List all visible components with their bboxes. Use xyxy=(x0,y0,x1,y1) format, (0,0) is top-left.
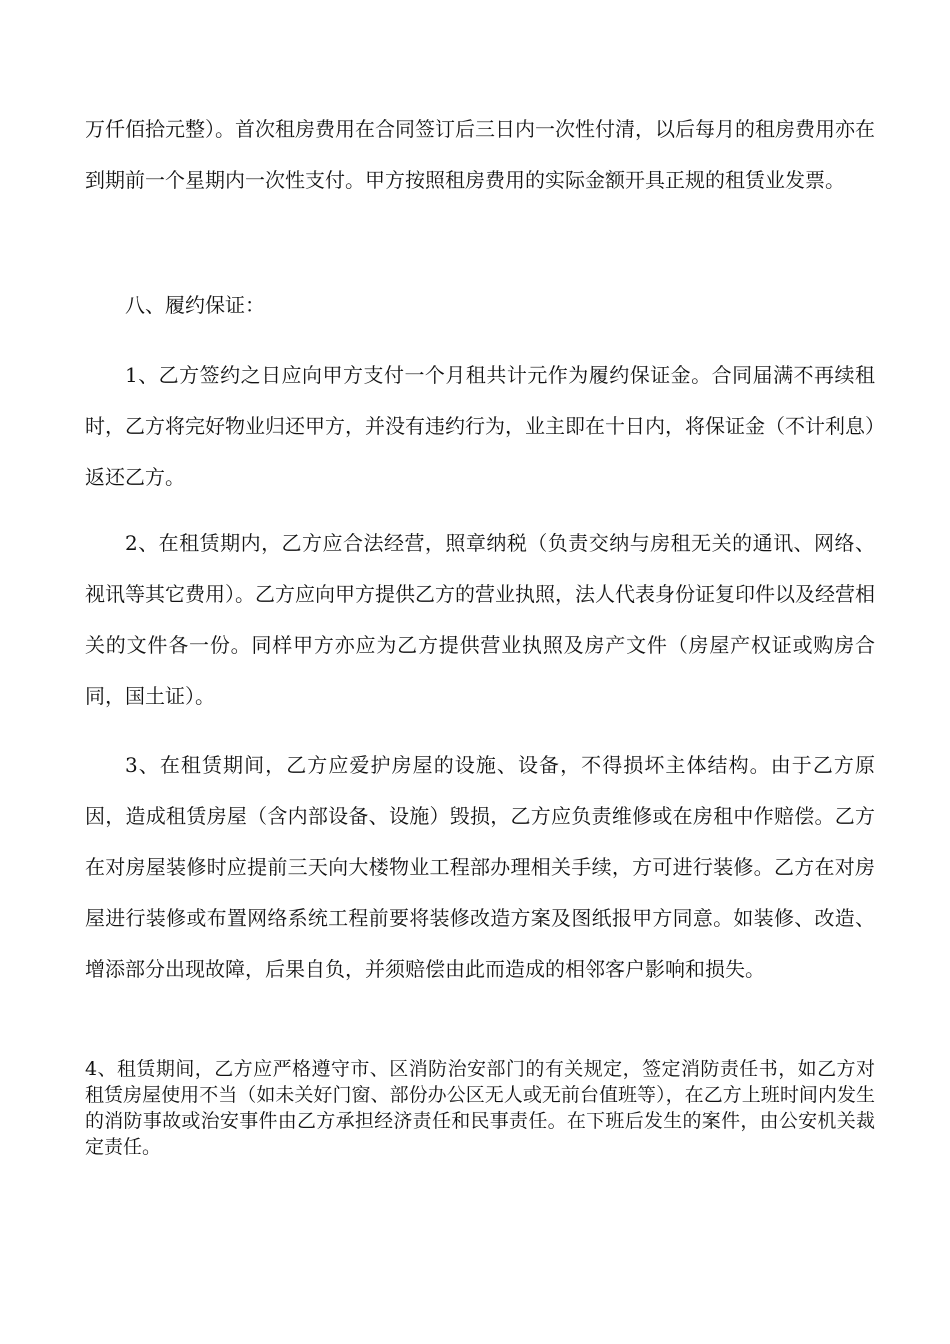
clause-2-business-license: 2、在租赁期内，乙方应合法经营，照章纳税（负责交纳与房租无关的通讯、网络、视讯等其它费用）。乙方应向甲方提供乙方的营业执照，法人代表身份证复印件以及经营相关的文件各一份。同样甲方亦应为乙方提供营业执照及房产文件（房屋产权证或购房合同，国土证）。 xyxy=(85,531,875,708)
clause-4-fire-safety: 4、租赁期间，乙方应严格遵守市、区消防治安部门的有关规定，签定消防责任书，如乙方对租赁房屋使用不当（如未关好门窗、部份办公区无人或无前台值班等），在乙方上班时间内发生的消防事故或治安事件由乙方承担经济责任和民事责任。在下班后发生的案件，由公安机关裁定责任。 xyxy=(85,1058,875,1158)
paragraph-rent-payment: 万仟佰拾元整）。首次租房费用在合同签订后三日内一次性付清，以后每月的租房费用亦在到期前一个星期内一次性支付。甲方按照租房费用的实际金额开具正规的租赁业发票。 xyxy=(85,117,875,192)
section-heading-performance-guarantee: 八、履约保证： xyxy=(125,293,265,317)
clause-1-deposit: 1、乙方签约之日应向甲方支付一个月租共计元作为履约保证金。合同届满不再续租时，乙方将完好物业归还甲方，并没有违约行为，业主即在十日内，将保证金（不计利息）返还乙方。 xyxy=(85,363,875,489)
clause-3-facilities-renovation: 3、在租赁期间，乙方应爱护房屋的设施、设备，不得损坏主体结构。由于乙方原因，造成租赁房屋（含内部设备、设施）毁损，乙方应负责维修或在房租中作赔偿。乙方在对房屋装修时应提前三天向大楼物业工程部办理相关手续，方可进行装修。乙方在对房屋进行装修或布置网络系统工程前要将装修改造方案及图纸报甲方同意。如装修、改造、增添部分出现故障，后果自负，并须赔偿由此而造成的相邻客户影响和损失。 xyxy=(85,753,875,981)
